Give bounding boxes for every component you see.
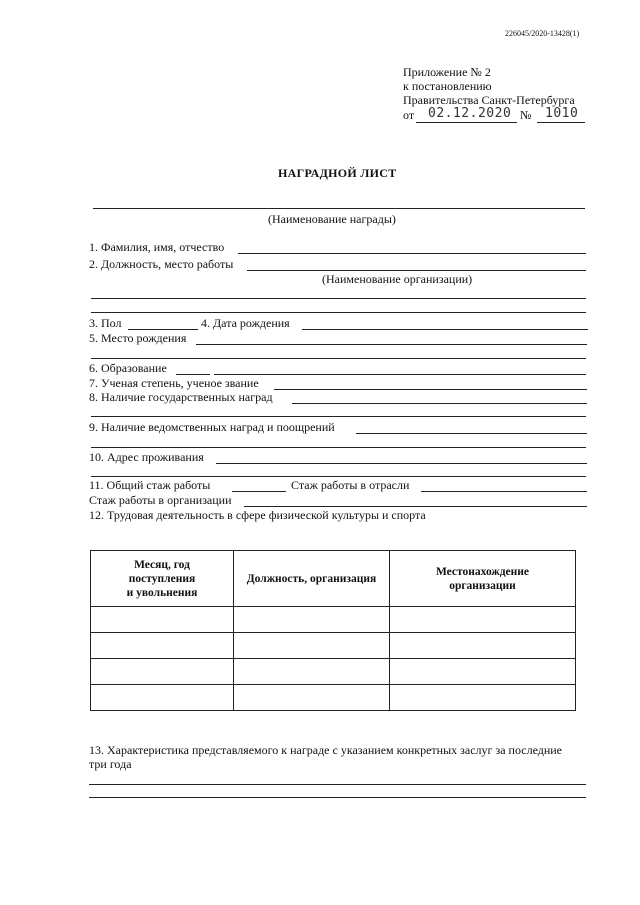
table-cell[interactable] (234, 685, 390, 711)
column-header-dates-line-2: поступления (128, 572, 196, 585)
field-full-name-input[interactable] (238, 253, 586, 254)
field-total-experience-label: 11. Общий стаж работы (89, 478, 211, 492)
table-cell[interactable] (234, 633, 390, 659)
column-header-dates (91, 551, 234, 607)
field-position-label: 2. Должность, место работы (89, 257, 234, 271)
field-position-line-2[interactable] (91, 298, 586, 299)
field-characteristics-line-2[interactable] (89, 797, 586, 798)
field-degree-input[interactable] (274, 389, 587, 390)
appendix-line-1: Приложение № 2 (403, 65, 491, 79)
appendix-from-label: от (403, 108, 415, 122)
field-sex-label: 3. Пол (89, 316, 122, 330)
table-cell[interactable] (91, 607, 234, 633)
field-birth-place-input[interactable] (196, 344, 587, 345)
field-birth-place-label: 5. Место рождения (89, 331, 187, 345)
field-education-label: 6. Образование (89, 361, 167, 375)
page-title: НАГРАДНОЙ ЛИСТ (278, 166, 397, 180)
column-header-location-line-1: Местонахождение (435, 565, 530, 578)
field-industry-experience-label: Стаж работы в отрасли (291, 478, 410, 492)
table-cell[interactable] (390, 607, 576, 633)
organization-caption: (Наименование организации) (322, 272, 473, 286)
appendix-number-label: № (520, 108, 532, 122)
field-address-label: 10. Адрес проживания (89, 450, 204, 464)
award-name-field[interactable] (93, 208, 585, 209)
field-address-input[interactable] (216, 463, 587, 464)
field-characteristics-line-1[interactable] (89, 784, 586, 785)
document-id: 226045/2020-13428(1) (505, 29, 580, 38)
column-header-location-line-2: организации (449, 579, 516, 592)
table-cell[interactable] (91, 633, 234, 659)
field-state-awards-line-2[interactable] (91, 416, 586, 417)
table-header-row (91, 551, 576, 607)
field-sex-input[interactable] (128, 329, 198, 330)
date-underline (416, 122, 517, 123)
column-header-dates-line-1: Месяц, год (134, 558, 190, 571)
field-dept-awards-input[interactable] (356, 433, 587, 434)
table-cell[interactable] (390, 659, 576, 685)
field-education-input-a[interactable] (176, 374, 210, 375)
appendix-date: 02.12.2020 (428, 106, 512, 121)
award-name-caption: (Наименование награды) (268, 212, 396, 226)
field-characteristics-label-line-1: 13. Характеристика представляемого к награде с указанием конкретных заслуг за последние (89, 743, 563, 757)
appendix-line-2: к постановлению (403, 79, 492, 93)
table-cell[interactable] (390, 685, 576, 711)
field-org-experience-input[interactable] (244, 506, 587, 507)
table-cell[interactable] (234, 607, 390, 633)
field-state-awards-input[interactable] (292, 403, 587, 404)
field-characteristics-label-line-2: три года (89, 757, 132, 771)
field-address-line-2[interactable] (91, 476, 586, 477)
field-birth-date-input[interactable] (302, 329, 588, 330)
column-header-dates-line-3: и увольнения (126, 586, 198, 599)
field-dept-awards-line-2[interactable] (91, 447, 586, 448)
table-cell[interactable] (234, 659, 390, 685)
field-position-line-3[interactable] (91, 312, 586, 313)
field-dept-awards-label: 9. Наличие ведомственных наград и поощрений (89, 420, 335, 434)
appendix-line-3: Правительства Санкт-Петербурга (403, 93, 575, 107)
table-row (91, 659, 576, 685)
table-row (91, 607, 576, 633)
table-row (91, 685, 576, 711)
column-header-location (390, 551, 576, 607)
field-industry-experience-input[interactable] (421, 491, 587, 492)
work-history-table (90, 550, 576, 711)
field-birth-date-label: 4. Дата рождения (201, 316, 290, 330)
field-degree-label: 7. Ученая степень, ученое звание (89, 376, 259, 390)
table-row (91, 633, 576, 659)
table-cell[interactable] (91, 659, 234, 685)
column-header-position (234, 551, 390, 607)
field-state-awards-label: 8. Наличие государственных наград (89, 390, 273, 404)
field-total-experience-input[interactable] (232, 491, 286, 492)
field-org-experience-label: Стаж работы в организации (89, 493, 232, 507)
field-education-input-b[interactable] (214, 374, 586, 375)
field-birth-place-line-2[interactable] (91, 358, 586, 359)
field-work-history-label: 12. Трудовая деятельность в сфере физической культуры и спорта (89, 508, 426, 522)
number-underline (537, 122, 585, 123)
table-cell[interactable] (91, 685, 234, 711)
column-header-position-line-1: Должность, организация (246, 572, 377, 585)
field-full-name-label: 1. Фамилия, имя, отчество (89, 240, 225, 254)
field-position-input[interactable] (247, 270, 586, 271)
appendix-number: 1010 (545, 106, 579, 121)
table-cell[interactable] (390, 633, 576, 659)
